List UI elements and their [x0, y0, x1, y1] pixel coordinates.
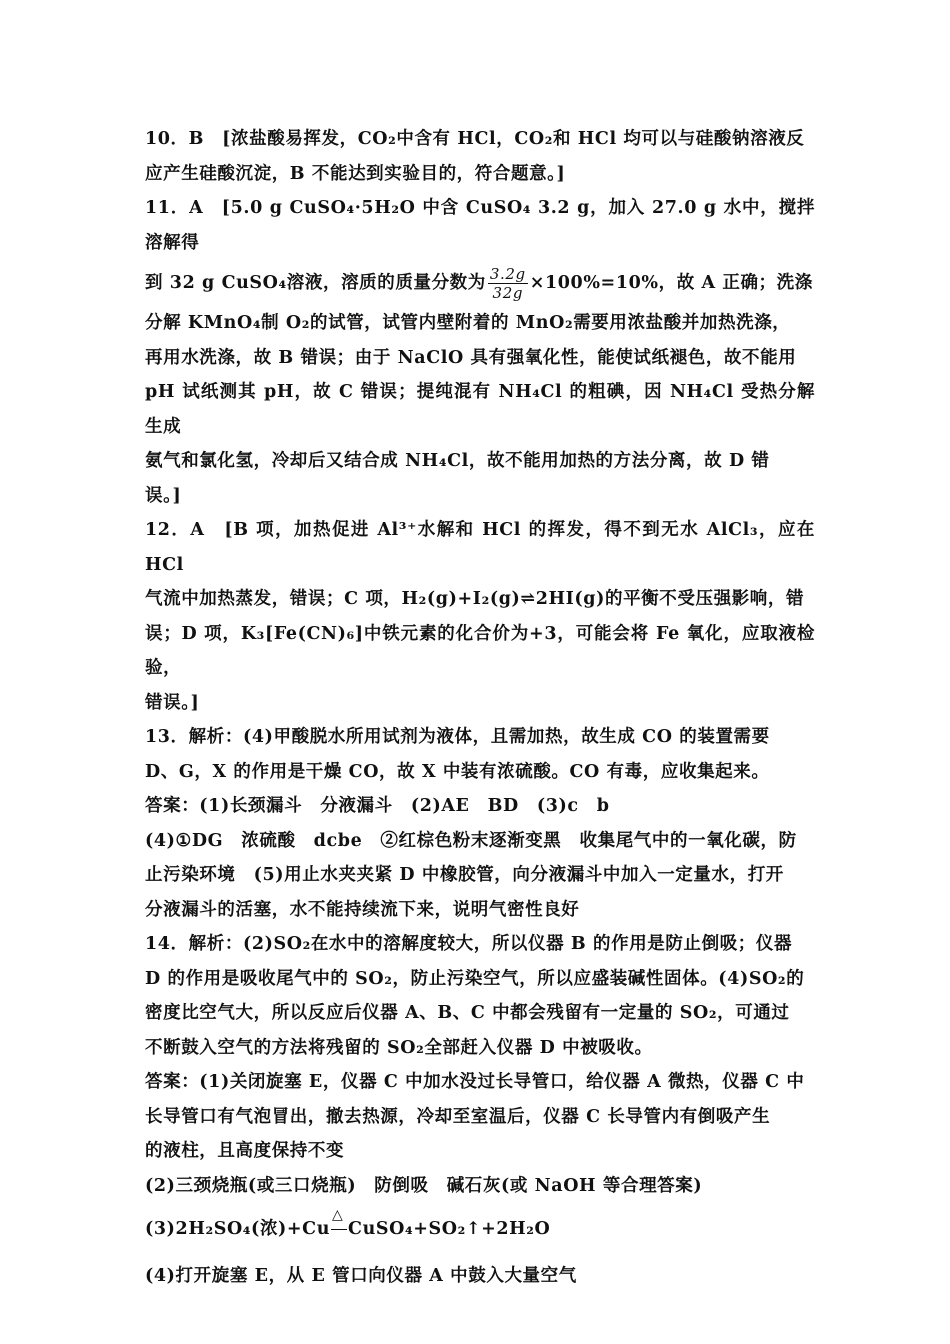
text-line: 13．解析：(4)甲酸脱水所用试剂为液体，且需加热，故生成 CO 的装置需要 [145, 727, 770, 747]
answer-line: 止污染环境 (5)用止水夹夹紧 D 中橡胶管，向分液漏斗中加入一定量水，打开 [145, 865, 784, 885]
equation-reactants: (3)2H₂SO₄(浓)+Cu [145, 1219, 331, 1239]
fraction-denominator: 32g [492, 284, 524, 302]
text-line: 密度比空气大，所以反应后仪器 A、B、C 中都会残留有一定量的 SO₂，可通过 [145, 1003, 790, 1023]
answer-line: 答案：(1)关闭旋塞 E，仪器 C 中加水没过长导管口，给仪器 A 微热，仪器 C 中 [145, 1072, 805, 1092]
text-line: D、G，X 的作用是干燥 CO，故 X 中装有浓硫酸。CO 有毒，应收集起来。 [145, 761, 770, 782]
text-line: 11．A [5.0 g CuSO₄·5H₂O 中含 CuSO₄ 3.2 g，加入 27.0 g 水中，搅拌溶解得 [145, 198, 815, 253]
answer-14 [145, 927, 815, 1294]
text-line: 氨气和氯化氢，冷却后又结合成 NH₄Cl，故不能用加热的方法分离，故 D 错 [145, 451, 770, 471]
answer-line: 长导管口有气泡冒出，撤去热源，冷却至室温后，仪器 C 长导管内有倒吸产生 [145, 1106, 771, 1127]
answer-10 [145, 122, 815, 191]
text-segment: ×100%=10%，故 A 正确；洗涤 [529, 273, 813, 293]
answer-12 [145, 513, 815, 720]
text-segment: 到 32 g CuSO₄溶液，溶质的质量分数为 [145, 273, 486, 293]
answer-line: (2)三颈烧瓶(或三口烧瓶) 防倒吸 碱石灰(或 NaOH 等合理答案) [145, 1175, 703, 1196]
text-line: 应产生硅酸沉淀，B 不能达到实验目的，符合题意。] [145, 163, 566, 184]
heat-symbol: △ [332, 1207, 344, 1223]
answer-line: (4)打开旋塞 E，从 E 管口向仪器 A 中鼓入大量空气 [145, 1266, 577, 1286]
fraction [488, 265, 528, 302]
answer-line: 的液柱，且高度保持不变 [145, 1141, 345, 1161]
text-line: pH 试纸测其 pH，故 C 错误；提纯混有 NH₄Cl 的粗碘，因 NH₄Cl 受热分解生成 [145, 382, 815, 437]
text-line: D 的作用是吸收尾气中的 SO₂，防止污染空气，所以应盛装碱性固体。(4)SO₂的 [145, 968, 805, 989]
text-line: 气流中加热蒸发，错误；C 项，H₂(g)+I₂(g)⇌2HI(g)的平衡不受压强影响，错 [145, 589, 805, 609]
text-line: 14．解析：(2)SO₂在水中的溶解度较大，所以仪器 B 的作用是防止倒吸；仪器 [145, 934, 793, 954]
text-line-with-fraction [145, 260, 815, 306]
answer-line: (4)①DG 浓硫酸 dcbe ②红棕色粉末逐渐变黑 收集尾气中的一氧化碳，防 [145, 830, 797, 851]
answer-11 [145, 191, 815, 513]
fraction-numerator: 3.2g [489, 265, 526, 283]
text-line: 错误。] [145, 692, 200, 713]
text-line: 12．A [B 项，加热促进 Al³⁺水解和 HCl 的挥发，得不到无水 AlCl₃，应在 HCl [145, 520, 815, 575]
chemical-equation [145, 1209, 815, 1249]
answer-13 [145, 720, 815, 927]
equation-products: CuSO₄+SO₂↑+2H₂O [348, 1219, 551, 1239]
text-line: 10．B [浓盐酸易挥发，CO₂中含有 HCl，CO₂和 HCl 均可以与硅酸钠溶液反 [145, 129, 805, 149]
answer-line: 分液漏斗的活塞，水不能持续流下来，说明气密性良好 [145, 899, 580, 920]
text-line: 分解 KMnO₄制 O₂的试管，试管内壁附着的 MnO₂需要用浓盐酸并加热洗涤， [145, 313, 791, 333]
text-line: 误。] [145, 485, 182, 506]
answer-document [145, 122, 815, 1294]
text-line: 再用水洗涤，故 B 错误；由于 NaClO 具有强氧化性，能使试纸褪色，故不能用 [145, 347, 797, 368]
text-line: 不断鼓入空气的方法将残留的 SO₂全部赶入仪器 D 中被吸收。 [145, 1037, 653, 1058]
heat-condition [330, 1209, 348, 1249]
answer-line: 答案：(1)长颈漏斗 分液漏斗 (2)AE BD (3)c b [145, 796, 610, 816]
text-line: 误；D 项，K₃[Fe(CN)₆]中铁元素的化合价为+3，可能会将 Fe 氧化，应取液检验， [145, 623, 815, 678]
